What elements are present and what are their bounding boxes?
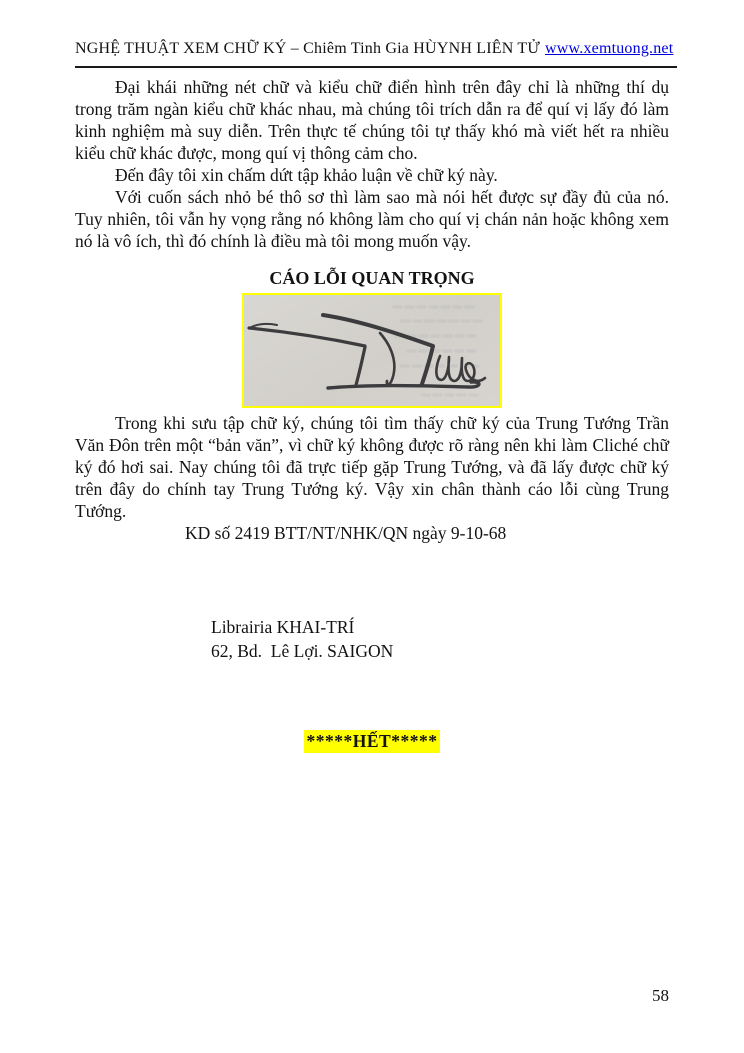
end-marker: *****HẾT*****: [304, 730, 441, 753]
paragraph-3: Với cuốn sách nhỏ bé thô sơ thì làm sao mà nói hết được sự đầy đủ của nó. Tuy nhiên, tôi vẫn hy vọng rằng nó không làm cho quí vị chán nản hoặc không xem nó là vô ích, thì đó chính là điều mà tôi mong muốn vậy.: [75, 187, 669, 251]
body-text: [75, 76, 669, 544]
paragraph-1: Đại khái những nét chữ và kiểu chữ điển hình trên đây chỉ là những thí dụ trong trăm ngàn kiểu chữ khác nhau, mà chúng tôi trích dẫn ra để quí vị lấy đó làm kinh nghiệm mà suy diễn. Trên thực tế chúng tôi tự thấy khó mà viết hết ra nhiều kiểu chữ khác được, mong quí vị thông cảm cho.: [75, 77, 669, 163]
tran-van-don-signature-image: [244, 295, 500, 406]
end-marker-row: [75, 730, 669, 753]
page-number: 58: [652, 986, 669, 1005]
publisher-name: Librairia KHAI-TRÍ: [211, 617, 355, 637]
header-link[interactable]: www.xemtuong.net: [545, 40, 674, 57]
paragraph-4: Trong khi sưu tập chữ ký, chúng tôi tìm thấy chữ ký của Trung Tướng Trần Văn Đôn trên một “bản văn”, vì chữ ký không được rõ ràng nên khi làm Cliché chữ ký đó hơi sai. Nay chúng tôi đã trực tiếp gặp Trung Tướng, và đã lấy được chữ ký trên đây do chính tay Trung Tướng ký. Vậy xin chân thành cáo lỗi cùng Trung Tướng.: [75, 413, 669, 521]
paragraph-2: Đến đây tôi xin chấm dứt tập khảo luận về chữ ký này.: [115, 165, 498, 185]
publisher-address: 62, Bd. Lê Lợi. SAIGON: [211, 641, 394, 661]
page-header: [75, 0, 674, 68]
section-heading: CÁO LỖI QUAN TRỌNG: [269, 268, 475, 288]
header-title: NGHỆ THUẬT XEM CHỮ KÝ – Chiêm Tinh Gia HÙYNH LIÊN TỬ: [75, 40, 541, 57]
reference-line: KD số 2419 BTT/NT/NHK/QN ngày 9-10-68: [185, 523, 507, 543]
signature-figure: [242, 293, 502, 408]
publisher-block: [211, 615, 669, 663]
header-rule: [75, 66, 677, 68]
